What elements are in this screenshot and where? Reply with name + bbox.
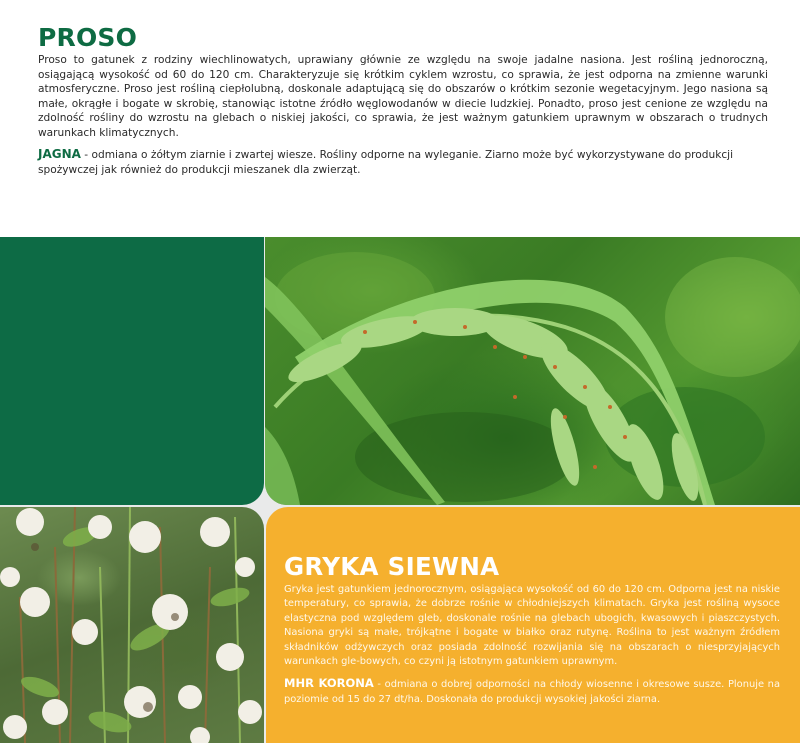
- green-color-block: [0, 237, 264, 505]
- millet-plant-illustration: [265, 237, 800, 505]
- proso-section: [38, 24, 768, 177]
- gryka-variety: [284, 676, 780, 707]
- variety-name-jagna: JAGNA: [38, 147, 81, 161]
- variety-name-mhr-korona: MHR KORONA: [284, 676, 374, 691]
- proso-description: Proso to gatunek z rodziny wiechlinowatych, uprawiany głównie ze względu na swoje jadalne nasiona. Jest rośliną jednoroczną, osiągającą wysokość od 60 do 120 cm. Charakteryzuje się krótkim cyklem wzrostu, co sprawia, że jest odporna na zmienne warunki atmosferyczne. Proso jest rośliną ciepłolubną, doskonale adaptującą się do obszarów o krótkim sezonie wegetacyjnym. Jego nasiona są małe, okrągłe i bogate w skrobię, stanowiąc istotne źródło węglowodanów w diecie ludzkiej. Ponadto, proso jest cenione ze względu na zdolność rośliny do wzrostu na glebach o niskiej jakości, co sprawia, że jest ważnym gatunkiem uprawnym w obszarach o trudnych warunkach klimatycznych.: [38, 54, 768, 139]
- buckwheat-photo: [0, 507, 264, 743]
- proso-variety: [38, 147, 768, 177]
- buckwheat-flowers-illustration: [0, 507, 264, 743]
- variety-description-mhr-korona: - odmiana o dobrej odporności na chłody wiosenne i okresowe susze. Plonuje na poziomie od 15 do 27 dt/ha. Doskonała do produkcji wysokiej jakości ziarna.: [284, 679, 780, 705]
- gryka-heading: GRYKA SIEWNA: [284, 552, 500, 581]
- gryka-panel: [266, 507, 800, 743]
- proso-heading: PROSO: [38, 23, 138, 52]
- gryka-description: Gryka jest gatunkiem jednorocznym, osiągająca wysokość od 60 do 120 cm. Odporna jest na niskie temperatury, co sprawia, że dobrze rośnie w chłodniejszych klimatach. Gryka jest rośliną wysoce elastyczna pod względem gleb, doskonale rośnie na glebach ubogich, kwasowych i piaszczystych. Nasiona gryki są małe, trójkątne i bogate w białko oraz rutynę. Roślina to jest ważnym źródłem składników odżywczych oraz posiada zdolność rozwijania się na obszarach o niesprzyjających warunkach gle-bowych, co czyni ją istotnym gatunkiem uprawnym.: [284, 584, 780, 668]
- variety-description-jagna: - odmiana o żółtym ziarnie i zwartej wiesze. Rośliny odporne na wyleganie. Ziarno może być wykorzystywane do produkcji spożywczej jak również do produkcji mieszanek dla zwierząt.: [38, 149, 734, 176]
- millet-photo: [265, 237, 800, 505]
